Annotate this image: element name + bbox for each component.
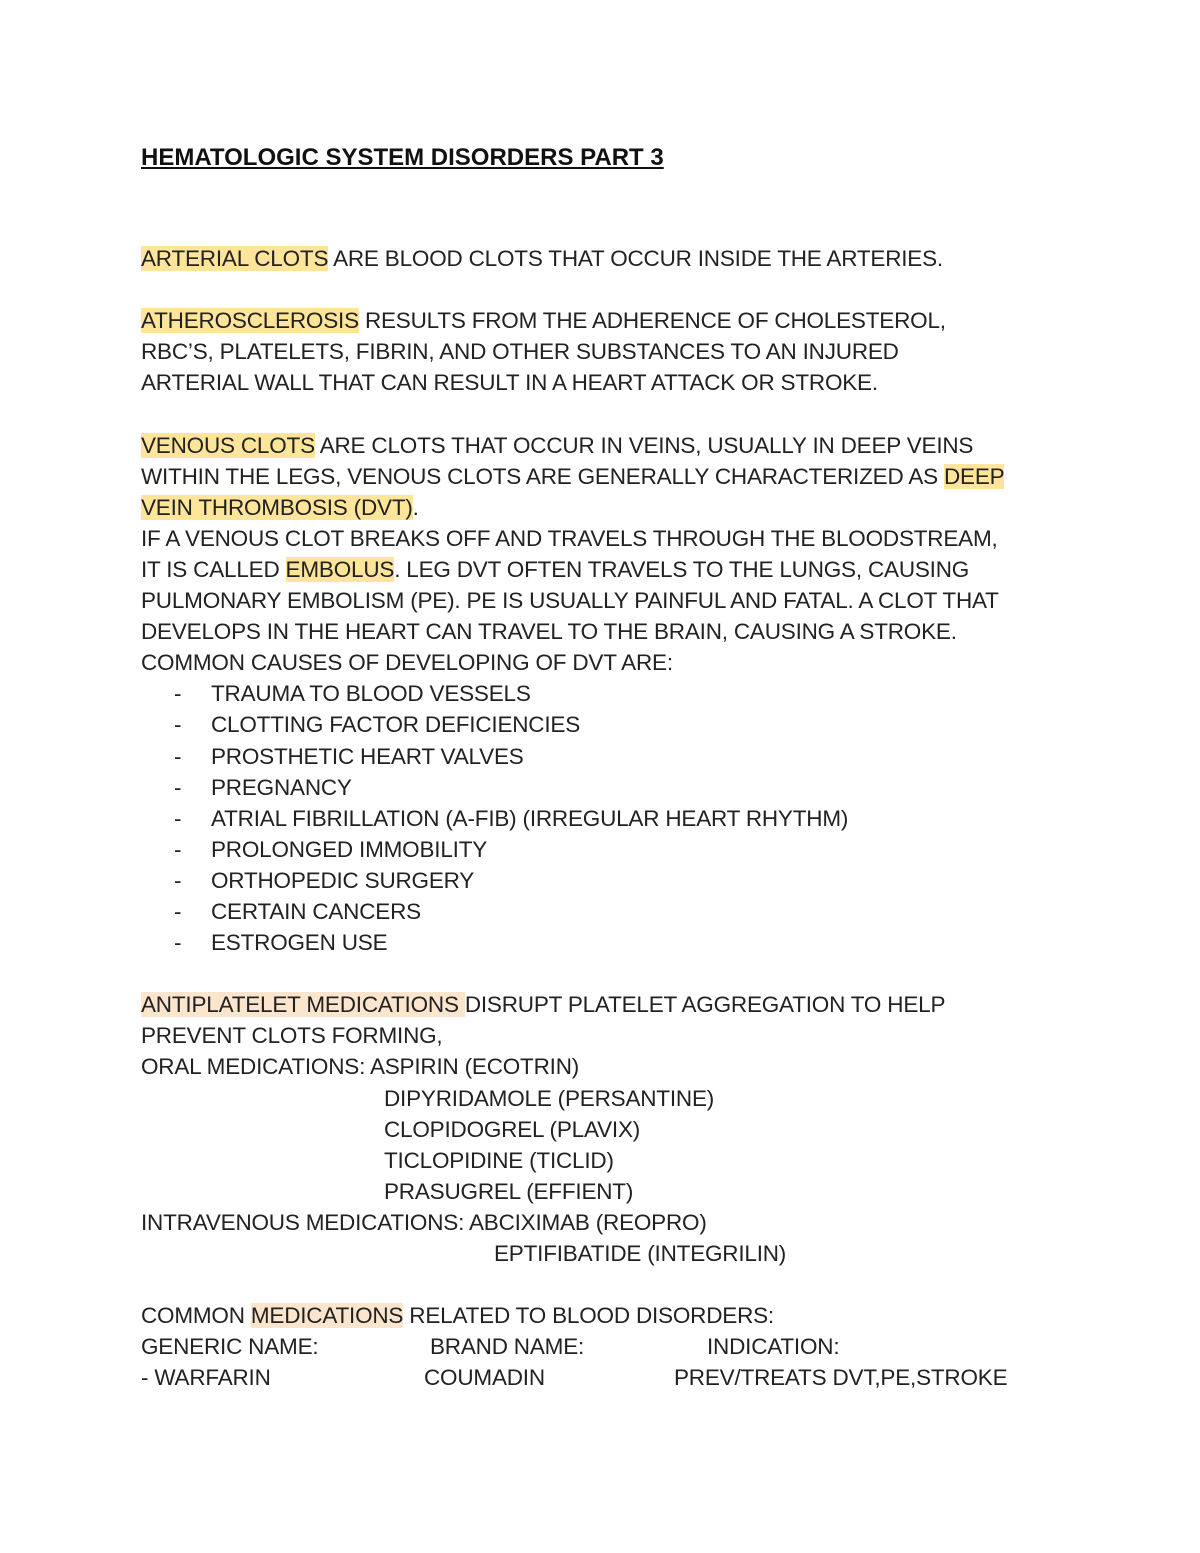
list-item-text: PROSTHETIC HEART VALVES: [211, 743, 524, 769]
medication-table-row: [141, 1362, 1081, 1393]
oral-medication: TICLOPIDINE (TICLID): [384, 1147, 614, 1173]
atherosclerosis-line-3: ARTERIAL WALL THAT CAN RESULT IN A HEART ATTACK OR STROKE.: [141, 370, 878, 396]
document-title: HEMATOLOGIC SYSTEM DISORDERS PART 3: [141, 144, 664, 171]
list-dash: -: [174, 930, 182, 956]
list-item: [141, 927, 1081, 958]
list-dash: -: [174, 867, 182, 893]
list-item: [141, 896, 1081, 927]
venous-clots-period: .: [412, 494, 419, 520]
list-item: [141, 741, 1081, 772]
iv-medications-line: [141, 1207, 1081, 1238]
list-dash: -: [174, 712, 182, 738]
venous-clots-line-8: COMMON CAUSES OF DEVELOPING OF DVT ARE:: [141, 650, 673, 676]
embolus-pre: IT IS CALLED: [141, 556, 286, 582]
highlight-venous-clots: VENOUS CLOTS: [141, 432, 315, 458]
list-item: [141, 865, 1081, 896]
oral-medication: ASPIRIN (ECOTRIN): [369, 1054, 580, 1080]
venous-clots-text-2: WITHIN THE LEGS, VENOUS CLOTS ARE GENERALLY CHARACTERIZED AS: [141, 463, 944, 489]
oral-medication: CLOPIDOGREL (PLAVIX): [384, 1116, 641, 1142]
venous-clots-line-1: [141, 430, 1081, 461]
list-dash: -: [174, 681, 182, 707]
venous-clots-line-5: [141, 554, 1081, 585]
list-dash: -: [174, 805, 182, 831]
arterial-clots-paragraph: [141, 243, 1081, 274]
venous-clots-line-4: IF A VENOUS CLOT BREAKS OFF AND TRAVELS THROUGH THE BLOODSTREAM,: [141, 525, 998, 551]
list-item: [141, 709, 1081, 740]
list-item-text: ORTHOPEDIC SURGERY: [211, 867, 475, 893]
venous-clots-line-6: PULMONARY EMBOLISM (PE). PE IS USUALLY PAINFUL AND FATAL. A CLOT THAT: [141, 588, 999, 614]
venous-clots-line-2: [141, 461, 1081, 492]
atherosclerosis-line-1: [141, 305, 1081, 336]
list-item-text: PROLONGED IMMOBILITY: [211, 836, 488, 862]
list-item-text: PREGNANCY: [211, 774, 352, 800]
list-item-text: TRAUMA TO BLOOD VESSELS: [211, 681, 531, 707]
list-item: [141, 803, 1081, 834]
list-item: [141, 834, 1081, 865]
antiplatelet-line-1: [141, 989, 1081, 1020]
highlight-atherosclerosis: ATHEROSCLEROSIS: [141, 308, 359, 334]
list-dash: -: [174, 774, 182, 800]
dvt-causes-list: [141, 678, 1081, 958]
embolus-post: . LEG DVT OFTEN TRAVELS TO THE LUNGS, CAUSING: [394, 556, 970, 582]
cell-indication: PREV/TREATS DVT,PE,STROKE: [674, 1365, 1008, 1391]
iv-medication: EPTIFIBATIDE (INTEGRILIN): [494, 1241, 787, 1266]
oral-medications-label: ORAL MEDICATIONS:: [141, 1054, 370, 1080]
oral-medication: PRASUGREL (EFFIENT): [384, 1178, 634, 1204]
list-item: [141, 772, 1081, 803]
list-item-text: ESTROGEN USE: [211, 930, 388, 956]
iv-medication: ABCIXIMAB (REOPRO): [468, 1209, 707, 1235]
highlight-medications: MEDICATIONS: [250, 1303, 404, 1329]
venous-clots-text-1: ARE CLOTS THAT OCCUR IN VEINS, USUALLY IN DEEP VEINS: [314, 432, 974, 458]
cell-brand: COUMADIN: [424, 1365, 545, 1391]
list-dash: -: [174, 836, 182, 862]
venous-clots-line-7: DEVELOPS IN THE HEART CAN TRAVEL TO THE BRAIN, CAUSING A STROKE.: [141, 619, 957, 645]
highlight-embolus: EMBOLUS: [285, 556, 395, 582]
common-pre: COMMON: [141, 1303, 251, 1329]
oral-medications-line: [141, 1051, 1081, 1082]
list-item-text: CERTAIN CANCERS: [211, 898, 421, 924]
header-brand-name: BRAND NAME:: [430, 1334, 585, 1360]
arterial-clots-text: ARE BLOOD CLOTS THAT OCCUR INSIDE THE ARTERIES.: [328, 246, 943, 271]
header-indication: INDICATION:: [707, 1334, 840, 1360]
common-post: RELATED TO BLOOD DISORDERS:: [403, 1303, 774, 1329]
antiplatelet-line-2: PREVENT CLOTS FORMING,: [141, 1023, 443, 1049]
venous-clots-line-3: [141, 492, 1081, 523]
oral-medication: DIPYRIDAMOLE (PERSANTINE): [384, 1085, 715, 1111]
list-dash: -: [174, 743, 182, 769]
atherosclerosis-line-2: RBC’S, PLATELETS, FIBRIN, AND OTHER SUBSTANCES TO AN INJURED: [141, 339, 899, 365]
atherosclerosis-text-1: RESULTS FROM THE ADHERENCE OF CHOLESTEROL,: [358, 308, 946, 334]
document-body: [141, 243, 1081, 1393]
header-generic-name: GENERIC NAME:: [141, 1334, 319, 1360]
common-medications-heading: [141, 1300, 1081, 1331]
medication-table-header: [141, 1331, 1081, 1362]
cell-generic: - WARFARIN: [141, 1365, 271, 1391]
list-item-text: ATRIAL FIBRILLATION (A-FIB) (IRREGULAR HEART RHYTHM): [211, 805, 849, 831]
highlight-dvt: VEIN THROMBOSIS (DVT): [141, 494, 413, 520]
highlight-arterial-clots: ARTERIAL CLOTS: [141, 246, 329, 271]
list-item: [141, 678, 1081, 709]
antiplatelet-text-1: DISRUPT PLATELET AGGREGATION TO HELP: [464, 992, 946, 1018]
iv-medications-label: INTRAVENOUS MEDICATIONS:: [141, 1209, 469, 1235]
list-dash: -: [174, 898, 182, 924]
highlight-antiplatelet: ANTIPLATELET MEDICATIONS: [141, 992, 465, 1018]
list-item-text: CLOTTING FACTOR DEFICIENCIES: [211, 712, 581, 738]
highlight-deep: DEEP: [944, 463, 1005, 489]
